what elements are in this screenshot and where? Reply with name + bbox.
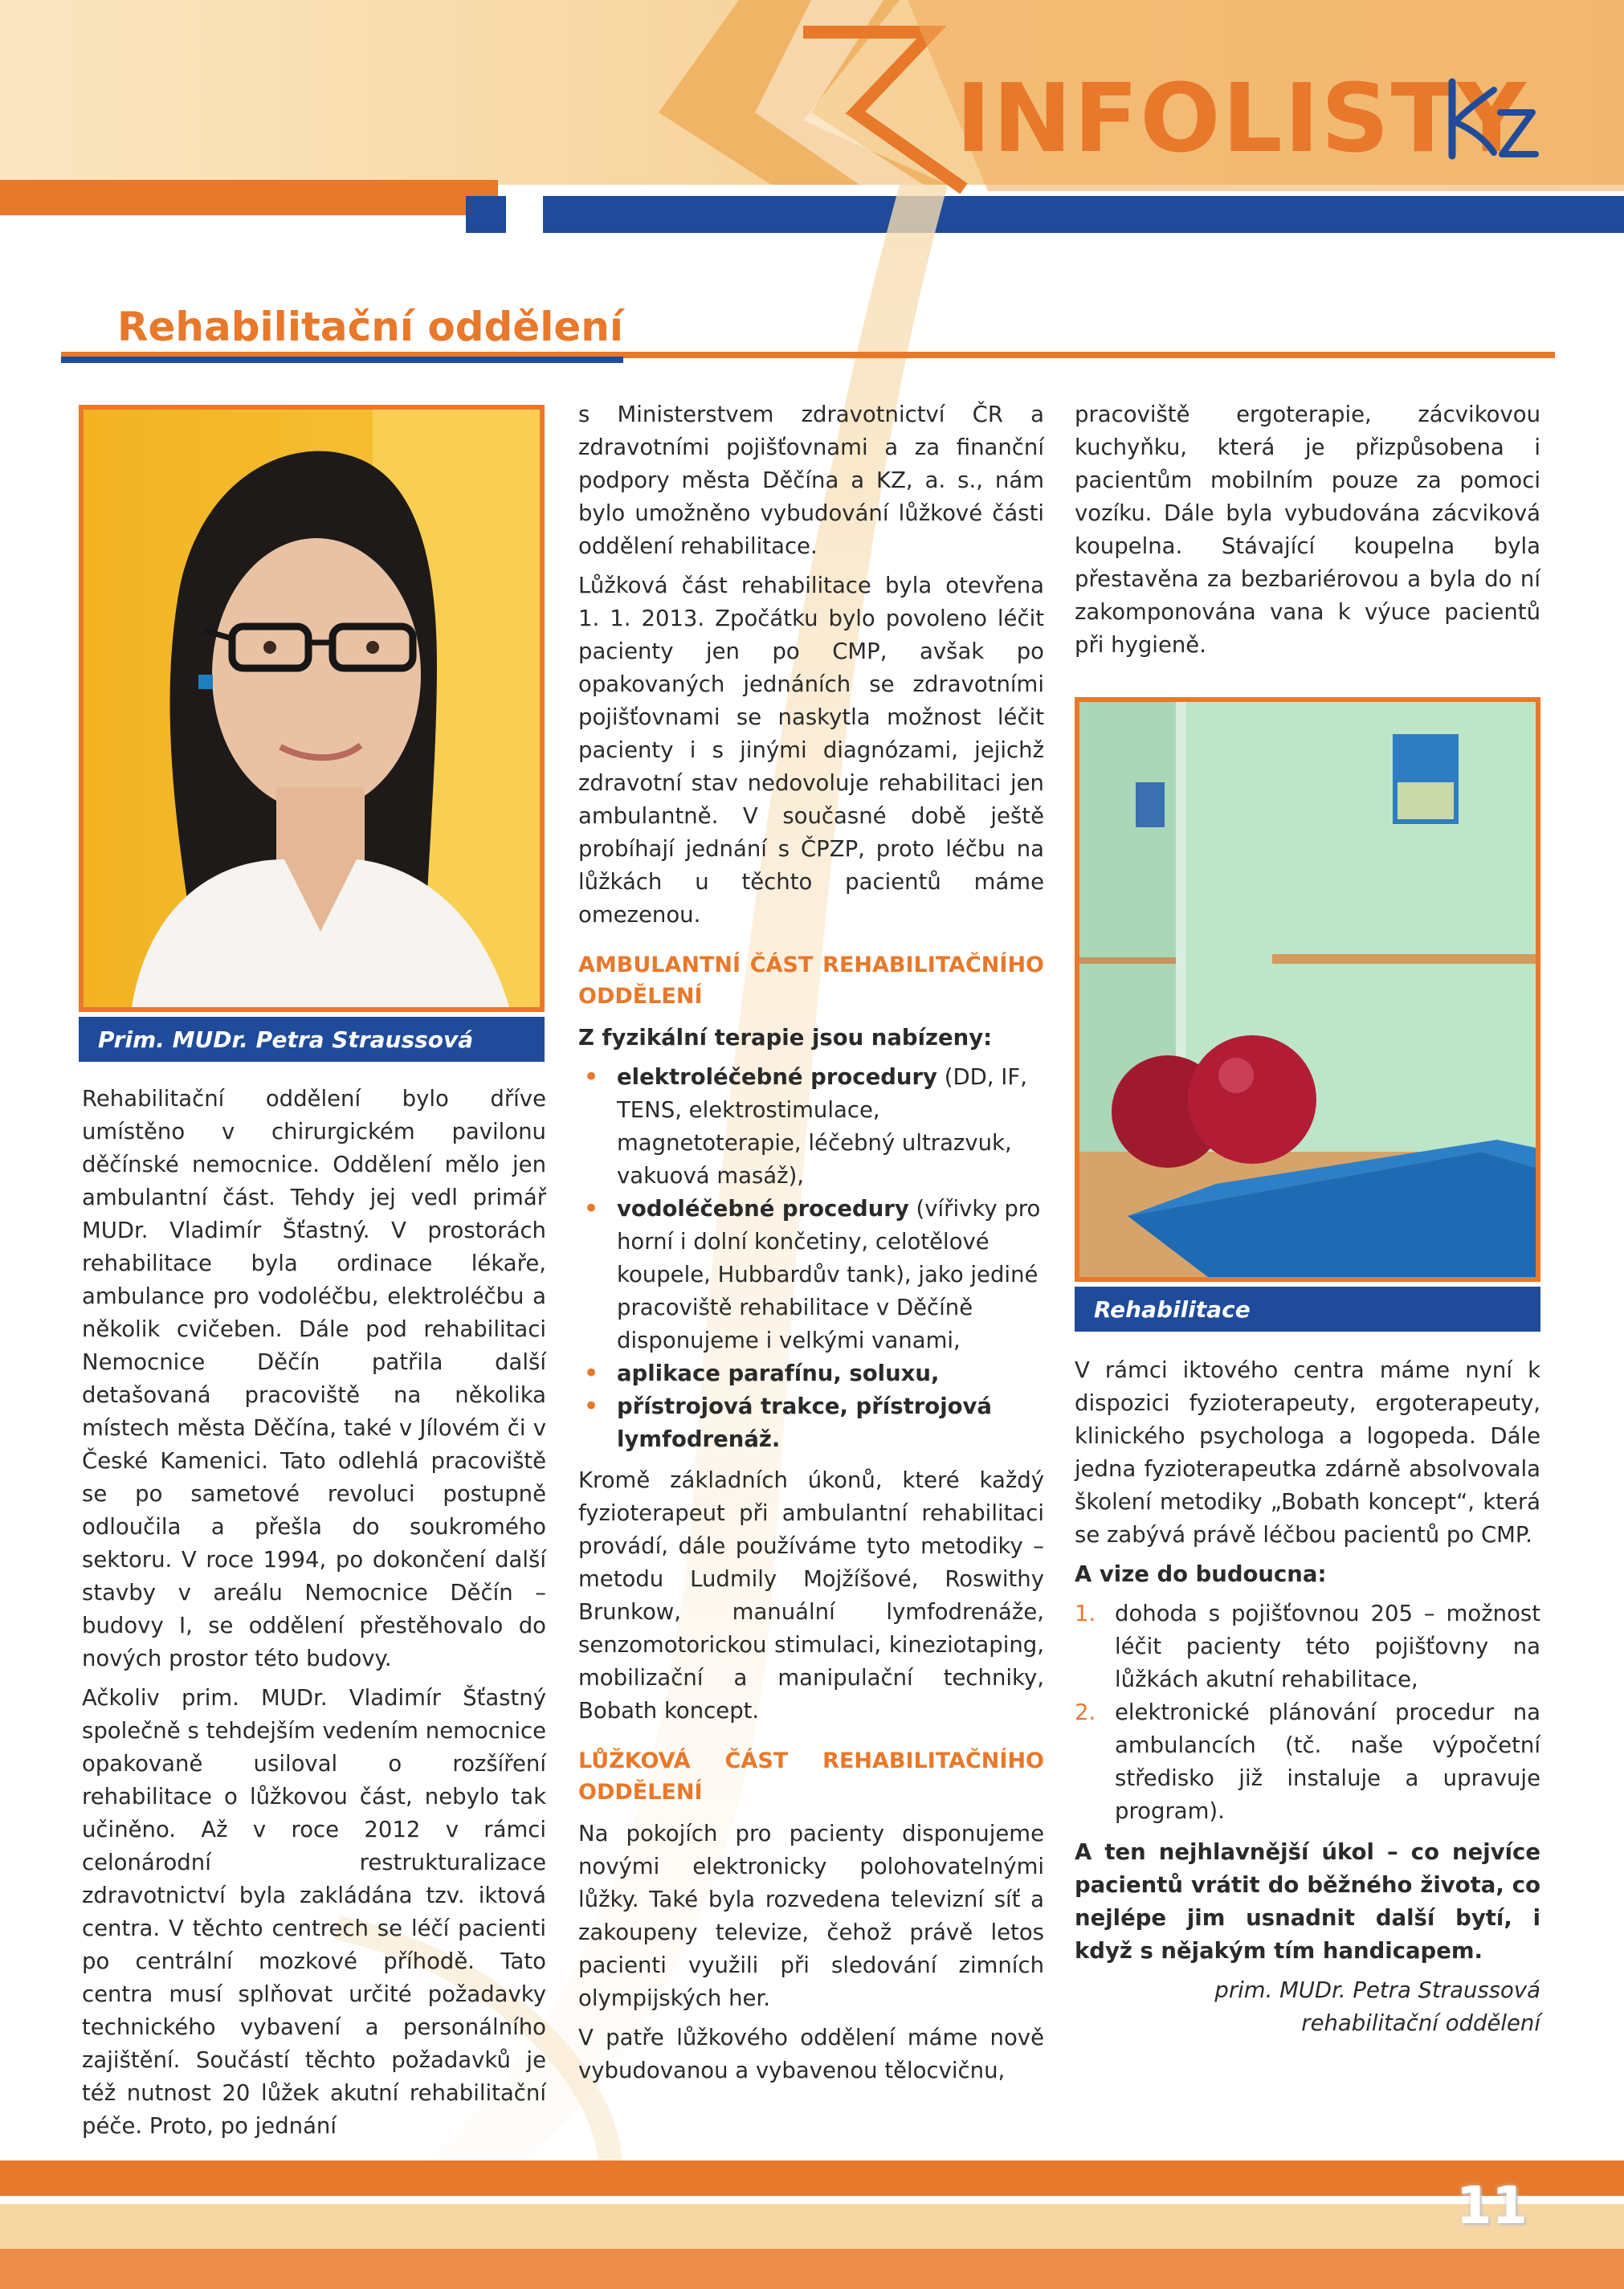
- signature-department: rehabilitační oddělení: [1301, 2010, 1540, 2036]
- subheading-inpatient: LŮŽKOVÁ ČÁST REHABILITAČNÍHO ODDĚLENÍ: [578, 1748, 1044, 1805]
- portrait-photo: [79, 405, 545, 1012]
- list-item-text: dohoda s pojišťovnou 205 – možnost léčit pacienty této pojišťovny na lůžkách akutní rehabilitace,: [1115, 1601, 1540, 1692]
- list-item-bold: elektroléčebné procedury: [617, 1064, 937, 1090]
- kz-logo-mark: [1438, 66, 1542, 170]
- list-lead: Z fyzikální terapie jsou nabízeny:: [578, 1025, 993, 1051]
- vision-list: [1075, 1597, 1540, 1828]
- paragraph: V rámci iktového centra máme nyní k dispozici fyzioterapeuty, ergoterapeuty, klinického psychologa a logopeda. Dále jedna fyzioterapeutka zdárně absolvovala školení metodiky „Bobath koncept“, která se zabývá právě léčbou pacientů po CMP.: [1075, 1357, 1540, 1548]
- column-2: [578, 398, 1044, 2094]
- paragraph: Rehabilitační oddělení bylo dříve umístěno v chirurgickém pavilonu děčínské nemocnice. Oddělení mělo jen ambulantní část. Tehdy jej vedl primář MUDr. Vladimír Šťastný. V prostorách rehabilitace byla ordinace lékaře, ambulance pro vodoléčbu, elektroléčbu a několik cvičeben. Dále pod rehabilitaci Nemocnice Děčín patřila další detašovaná pracoviště na několika místech města Děčína, také v Jílovém či v České Kamenici. Tato odlehlá pracoviště se po sametové revoluci postupně odloučila a přešla do soukromého sektoru. V roce 1994, po dokončení další stavby v areálu Nemocnice Děčín – budovy I, se oddělení přestěhovalo do nových prostor této budovy.: [82, 1086, 546, 1671]
- paragraph: Na pokojích pro pacienty disponujeme novými elektronicky polohovatelnými lůžky. Také byla rozvedena televizní síť a zakoupeny televize, čehož právě letos pacienti využili při sledování zimních olympijských her.: [578, 1821, 1044, 2011]
- subheading-ambulant: AMBULANTNÍ ČÁST REHABILITAČNÍHO ODDĚLENÍ: [578, 953, 1044, 1009]
- page-number: 11: [1455, 2177, 1528, 2236]
- list-item: [1075, 1696, 1540, 1828]
- list-item: [1075, 1597, 1540, 1696]
- list-item-text: (vířivky pro horní i dolní končetiny, celotělové koupele, Hubbardův tank), jako jediné pracoviště rehabilitace v Děčíně disponujeme i velkými vanami,: [617, 1196, 1041, 1353]
- list-item-bold: aplikace parafínu, soluxu,: [617, 1361, 940, 1386]
- closing-paragraph: A ten nejhlavnější úkol – co nejvíce pacientů vrátit do běžného života, co nejlépe jim usnadnit další bytí, i když s nějakým tím handicapem.: [1075, 1839, 1540, 1964]
- paragraph: Ačkoliv prim. MUDr. Vladimír Šťastný společně s tehdejším vedením nemocnice opakovaně usiloval o rozšíření rehabilitace o lůžkovou část, nebylo tak učiněno. Až v roce 2012 v rámci celonárodní restrukturalizace zdravotnictví byla zakládána tzv. iktová centra. V těchto centrech se léčí pacienti po centrální mozkové příhodě. Tato centra musí splňovat určité požadavky technického vybavení a personálního zajištění. Součástí těchto požadavků je též nutnost 20 lůžek akutní rehabilitační péče. Proto, po jednání: [82, 1685, 546, 2139]
- column-1: [82, 1083, 546, 2149]
- list-item: [578, 1193, 1044, 1357]
- list-item-bold: vodoléčebné procedury: [617, 1196, 909, 1222]
- rehab-room-image: [1079, 702, 1536, 1277]
- paragraph: pracoviště ergoterapie, zácvikovou kuchyňku, která je přizpůsobena i pacientům mobilním pouze za pomoci vozíku. Dále byla vybudována zácviková koupelna. Stávající koupelna byla přestavěna za bezbariérovou a byla do ní zakomponována vana k výuce pacientů při hygieně.: [1075, 402, 1540, 658]
- list-item-text: elektronické plánování procedur na ambulancích (tč. naše výpočetní středisko již instaluje a upravuje program).: [1115, 1699, 1540, 1824]
- rehab-room-photo: [1075, 697, 1540, 1282]
- paragraph: s Ministerstvem zdravotnictví ČR a zdravotními pojišťovnami a za finanční podpory města Děčína a KZ, a. s., nám bylo umožněno vybudování lůžkové části oddělení rehabilitace.: [578, 402, 1044, 559]
- list-number: 2.: [1075, 1699, 1096, 1725]
- list-item-text: (DD, IF, TENS, elektrostimulace, magnetoterapie, léčebný ultrazvuk, vakuová masáž),: [617, 1064, 1027, 1189]
- list-item: [578, 1390, 1044, 1456]
- column-3-bottom: [1075, 1354, 1540, 2040]
- list-item-bold: přístrojová trakce, přístrojová lymfodrenáž.: [617, 1393, 992, 1452]
- rehab-photo-caption: Rehabilitace: [1075, 1287, 1540, 1332]
- paragraph: Kromě základních úkonů, které každý fyzioterapeut při ambulantní rehabilitaci provádí, dále používáme tyto metodiky – metodu Ludmily Mojžíšové, Roswithy Brunkow, manuální lymfodrenáže, senzomotorickou stimulaci, kineziotaping, mobilizační a manipulační techniky, Bobath koncept.: [578, 1467, 1044, 1724]
- column-3-top: [1075, 398, 1540, 668]
- list-item: [578, 1357, 1044, 1390]
- paragraph: V patře lůžkového oddělení máme nově vybudovanou a vybavenou tělocvičnu,: [578, 2025, 1044, 2083]
- portrait-caption: Prim. MUDr. Petra Straussová: [79, 1017, 545, 1062]
- signature-name: prim. MUDr. Petra Straussová: [1214, 1977, 1540, 2003]
- masthead-logo: INFOLISTY: [956, 63, 1528, 173]
- list-number: 1.: [1075, 1601, 1096, 1626]
- vision-lead: A vize do budoucna:: [1075, 1561, 1327, 1587]
- section-title: Rehabilitační oddělení: [117, 304, 624, 350]
- therapy-list: [578, 1061, 1044, 1456]
- paragraph: Lůžková část rehabilitace byla otevřena 1. 1. 2013. Zpočátku bylo povoleno léčit pacienty jen po CMP, avšak po opakovaných jednáních se zdravotními pojišťovnami se naskytla možnost léčit pacienty i s jinými diagnózami, jejichž zdravotní stav nedovoluje rehabilitaci jen ambulantně. V současné době ještě probíhají jednání s ČPZP, proto léčbu na lůžkách u těchto pacientů máme omezenou.: [578, 573, 1044, 928]
- list-item: [578, 1061, 1044, 1193]
- portrait-image: [84, 410, 540, 1007]
